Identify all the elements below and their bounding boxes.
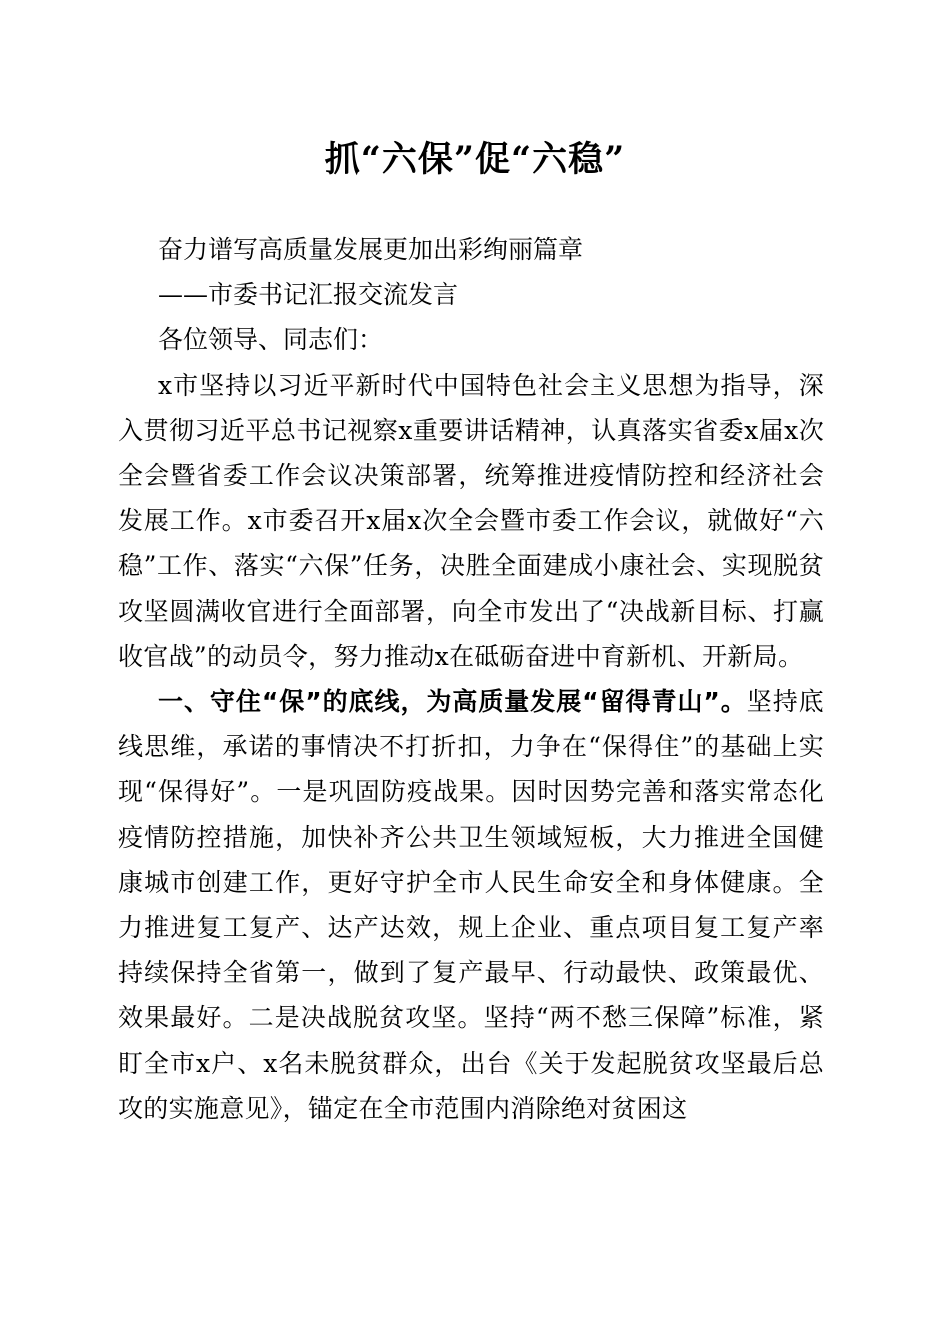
section-1-body: 坚持底线思维，承诺的事情决不打折扣，力争在“保得住”的基础上实现“保得好”。一是巩固防疫战果。因时因势完善和落实常态化疫情防控措施，加快补齐公共卫生领域短板，大力推进全国健康城市创建工作，更好守护全市人民生命安全和身体健康。全力推进复工复产、达产达效，规上企业、重点项目复工复产率持续保持全省第一，做到了复产最早、行动最快、政策最优、效果最好。二是决战脱贫攻坚。坚持“两不愁三保障”标准，紧盯全市x户、x名未脱贫群众，出台《关于发起脱贫攻坚最后总攻的实施意见》，锚定在全市范围内消除绝对贫困这 — [118, 687, 824, 1123]
document-byline: ——市委书记汇报交流发言 — [158, 280, 459, 310]
document-body — [118, 227, 824, 1131]
section-1-heading: 一、守住“保”的底线，为高质量发展“留得青山”。 — [158, 687, 747, 717]
salutation: 各位领导、同志们： — [158, 325, 384, 355]
intro-paragraph: x市坚持以习近平新时代中国特色社会主义思想为指导，深入贯彻习近平总书记视察x重要讲话精神，认真落实省委x届x次全会暨省委工作会议决策部署，统筹推进疫情防控和经济社会发展工作。x市委召开x届x次全会暨市委工作会议，就做好“六稳”工作、落实“六保”任务，决胜全面建成小康社会、实现脱贫攻坚圆满收官进行全面部署，向全市发出了“决战新目标、打赢收官战”的动员令，努力推动x在砥砺奋进中育新机、开新局。 — [118, 370, 824, 671]
section-1-paragraph — [118, 679, 824, 1131]
document-title: 抓“六保”促“六稳” — [324, 139, 626, 180]
document-subtitle: 奋力谱写高质量发展更加出彩绚丽篇章 — [158, 235, 584, 264]
